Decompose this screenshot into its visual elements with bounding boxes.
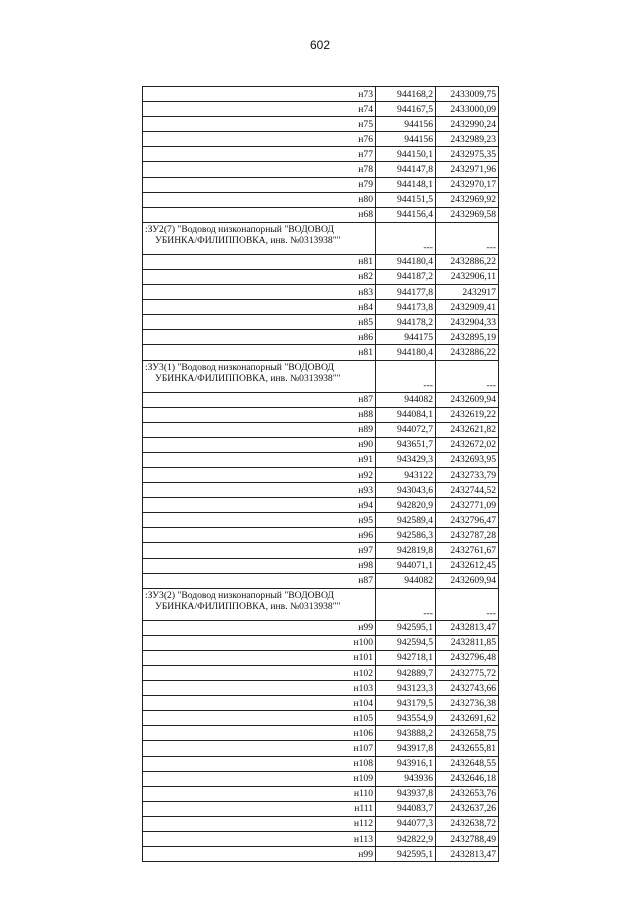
y-coordinate: 2432733,79 xyxy=(436,467,499,482)
point-id: н76 xyxy=(143,132,376,147)
coordinates-table-body xyxy=(143,87,499,862)
point-id: н100 xyxy=(143,635,376,650)
x-coordinate: 943937,8 xyxy=(376,786,436,801)
point-id: н91 xyxy=(143,452,376,467)
point-id: н92 xyxy=(143,467,376,482)
x-coordinate: 944083,7 xyxy=(376,801,436,816)
x-coordinate: 943917,8 xyxy=(376,741,436,756)
point-id: н88 xyxy=(143,407,376,422)
table-row xyxy=(143,543,499,558)
point-id: н75 xyxy=(143,117,376,132)
table-row xyxy=(143,528,499,543)
y-coordinate: 2432813,47 xyxy=(436,620,499,635)
x-coordinate: 944151,5 xyxy=(376,192,436,207)
point-id: н85 xyxy=(143,315,376,330)
table-row xyxy=(143,786,499,801)
x-coordinate: 942819,8 xyxy=(376,543,436,558)
y-placeholder: --- xyxy=(436,360,499,392)
table-row xyxy=(143,650,499,665)
point-id: н97 xyxy=(143,543,376,558)
point-id: н94 xyxy=(143,498,376,513)
section-title xyxy=(143,360,376,392)
point-id: н111 xyxy=(143,801,376,816)
y-coordinate: 2432609,94 xyxy=(436,392,499,407)
y-coordinate: 2432672,02 xyxy=(436,437,499,452)
x-coordinate: 943936 xyxy=(376,771,436,786)
table-row xyxy=(143,498,499,513)
table-row xyxy=(143,254,499,269)
point-id: н112 xyxy=(143,816,376,831)
x-coordinate: 942595,1 xyxy=(376,847,436,862)
table-row xyxy=(143,177,499,192)
table-row xyxy=(143,285,499,300)
x-coordinate: 944180,4 xyxy=(376,345,436,360)
y-coordinate: 2432761,67 xyxy=(436,543,499,558)
table-row xyxy=(143,711,499,726)
y-coordinate: 2432788,49 xyxy=(436,832,499,847)
point-id: н95 xyxy=(143,513,376,528)
y-coordinate: 2432621,82 xyxy=(436,422,499,437)
y-coordinate: 2432796,48 xyxy=(436,650,499,665)
y-coordinate: 2432906,11 xyxy=(436,269,499,284)
x-coordinate: 944147,8 xyxy=(376,162,436,177)
table-row xyxy=(143,801,499,816)
x-coordinate: 943122 xyxy=(376,467,436,482)
x-coordinate: 942594,5 xyxy=(376,635,436,650)
y-coordinate: 2432975,35 xyxy=(436,147,499,162)
x-coordinate: 944082 xyxy=(376,573,436,588)
table-row xyxy=(143,756,499,771)
y-coordinate: 2432904,33 xyxy=(436,315,499,330)
x-coordinate: 942822,9 xyxy=(376,832,436,847)
section-title-text: :ЗУ3(1) "Водовод низконапорный "ВОДОВОД УБИНКА/ФИЛИППОВКА, инв. №0313938"" xyxy=(145,361,341,384)
y-coordinate: 2432648,55 xyxy=(436,756,499,771)
y-coordinate: 2432787,28 xyxy=(436,528,499,543)
section-title-text: :ЗУ3(2) "Водовод низконапорный "ВОДОВОД УБИНКА/ФИЛИППОВКА, инв. №0313938"" xyxy=(145,589,341,613)
table-row xyxy=(143,162,499,177)
x-coordinate: 942889,7 xyxy=(376,666,436,681)
point-id: н113 xyxy=(143,832,376,847)
x-coordinate: 944071,1 xyxy=(376,558,436,573)
y-placeholder: --- xyxy=(436,222,499,254)
y-coordinate: 2432970,17 xyxy=(436,177,499,192)
table-row xyxy=(143,392,499,407)
y-coordinate: 2432886,22 xyxy=(436,254,499,269)
table-row xyxy=(143,771,499,786)
point-id: н108 xyxy=(143,756,376,771)
x-coordinate: 944156,4 xyxy=(376,207,436,222)
x-coordinate: 943554,9 xyxy=(376,711,436,726)
x-placeholder: --- xyxy=(376,588,436,620)
section-header-row xyxy=(143,360,499,392)
y-coordinate: 2432796,47 xyxy=(436,513,499,528)
table-row xyxy=(143,132,499,147)
x-coordinate: 942589,4 xyxy=(376,513,436,528)
y-coordinate: 2432609,94 xyxy=(436,573,499,588)
y-coordinate: 2433009,75 xyxy=(436,87,499,102)
table-row xyxy=(143,87,499,102)
y-coordinate: 2432811,85 xyxy=(436,635,499,650)
table-row xyxy=(143,422,499,437)
x-coordinate: 943123,3 xyxy=(376,681,436,696)
table-row xyxy=(143,741,499,756)
point-id: н87 xyxy=(143,573,376,588)
point-id: н80 xyxy=(143,192,376,207)
point-id: н93 xyxy=(143,483,376,498)
table-row xyxy=(143,696,499,711)
page-number: 602 xyxy=(309,38,331,52)
x-coordinate: 944084,1 xyxy=(376,407,436,422)
section-header-row xyxy=(143,588,499,620)
x-coordinate: 944168,2 xyxy=(376,87,436,102)
x-placeholder: --- xyxy=(376,222,436,254)
point-id: н99 xyxy=(143,847,376,862)
point-id: н109 xyxy=(143,771,376,786)
x-coordinate: 944150,1 xyxy=(376,147,436,162)
table-row xyxy=(143,483,499,498)
y-coordinate: 2432638,72 xyxy=(436,816,499,831)
table-row xyxy=(143,407,499,422)
table-row xyxy=(143,666,499,681)
y-coordinate: 2432909,41 xyxy=(436,300,499,315)
section-title xyxy=(143,588,376,620)
y-coordinate: 2433000,09 xyxy=(436,102,499,117)
table-row xyxy=(143,207,499,222)
point-id: н87 xyxy=(143,392,376,407)
x-coordinate: 943429,3 xyxy=(376,452,436,467)
x-coordinate: 944177,8 xyxy=(376,285,436,300)
x-placeholder: --- xyxy=(376,360,436,392)
x-coordinate: 942820,9 xyxy=(376,498,436,513)
y-coordinate: 2432655,81 xyxy=(436,741,499,756)
table-row xyxy=(143,269,499,284)
y-coordinate: 2432989,23 xyxy=(436,132,499,147)
x-coordinate: 944187,2 xyxy=(376,269,436,284)
table-row xyxy=(143,816,499,831)
table-row xyxy=(143,117,499,132)
y-coordinate: 2432646,18 xyxy=(436,771,499,786)
y-coordinate: 2432775,72 xyxy=(436,666,499,681)
point-id: н78 xyxy=(143,162,376,177)
point-id: н81 xyxy=(143,254,376,269)
point-id: н68 xyxy=(143,207,376,222)
y-coordinate: 2432886,22 xyxy=(436,345,499,360)
point-id: н103 xyxy=(143,681,376,696)
point-id: н107 xyxy=(143,741,376,756)
x-coordinate: 944156 xyxy=(376,117,436,132)
table-row xyxy=(143,315,499,330)
point-id: н79 xyxy=(143,177,376,192)
point-id: н99 xyxy=(143,620,376,635)
x-coordinate: 943888,2 xyxy=(376,726,436,741)
table-row xyxy=(143,345,499,360)
table-row xyxy=(143,330,499,345)
table-row xyxy=(143,726,499,741)
point-id: н104 xyxy=(143,696,376,711)
table-row xyxy=(143,832,499,847)
y-coordinate: 2432693,95 xyxy=(436,452,499,467)
point-id: н101 xyxy=(143,650,376,665)
x-coordinate: 943651,7 xyxy=(376,437,436,452)
point-id: н73 xyxy=(143,87,376,102)
x-coordinate: 944173,8 xyxy=(376,300,436,315)
y-coordinate: 2432743,66 xyxy=(436,681,499,696)
table-row xyxy=(143,437,499,452)
y-coordinate: 2432637,26 xyxy=(436,801,499,816)
table-row xyxy=(143,513,499,528)
x-coordinate: 944156 xyxy=(376,132,436,147)
y-coordinate: 2432658,75 xyxy=(436,726,499,741)
table-row xyxy=(143,573,499,588)
y-coordinate: 2432736,38 xyxy=(436,696,499,711)
point-id: н86 xyxy=(143,330,376,345)
y-coordinate: 2432969,92 xyxy=(436,192,499,207)
coordinates-table xyxy=(142,86,499,862)
y-coordinate: 2432744,52 xyxy=(436,483,499,498)
y-coordinate: 2432895,19 xyxy=(436,330,499,345)
point-id: н110 xyxy=(143,786,376,801)
point-id: н82 xyxy=(143,269,376,284)
point-id: н96 xyxy=(143,528,376,543)
table-row xyxy=(143,847,499,862)
point-id: н106 xyxy=(143,726,376,741)
point-id: н98 xyxy=(143,558,376,573)
point-id: н105 xyxy=(143,711,376,726)
y-coordinate: 2432771,09 xyxy=(436,498,499,513)
y-coordinate: 2432971,96 xyxy=(436,162,499,177)
x-coordinate: 942586,3 xyxy=(376,528,436,543)
table-row xyxy=(143,300,499,315)
point-id: н83 xyxy=(143,285,376,300)
x-coordinate: 944077,3 xyxy=(376,816,436,831)
x-coordinate: 944180,4 xyxy=(376,254,436,269)
point-id: н74 xyxy=(143,102,376,117)
y-coordinate: 2432619,22 xyxy=(436,407,499,422)
section-title xyxy=(143,222,376,254)
section-header-row xyxy=(143,222,499,254)
x-coordinate: 944175 xyxy=(376,330,436,345)
table-row xyxy=(143,102,499,117)
x-coordinate: 943043,6 xyxy=(376,483,436,498)
table-row xyxy=(143,620,499,635)
point-id: н84 xyxy=(143,300,376,315)
y-coordinate: 2432612,45 xyxy=(436,558,499,573)
x-coordinate: 944167,5 xyxy=(376,102,436,117)
table-row xyxy=(143,147,499,162)
section-title-text: :ЗУ2(7) "Водовод низконапорный "ВОДОВОД УБИНКА/ФИЛИППОВКА, инв. №0313938"" xyxy=(145,223,341,247)
point-id: н77 xyxy=(143,147,376,162)
y-coordinate: 2432990,24 xyxy=(436,117,499,132)
x-coordinate: 943179,5 xyxy=(376,696,436,711)
y-coordinate: 2432969,58 xyxy=(436,207,499,222)
table-row xyxy=(143,467,499,482)
point-id: н90 xyxy=(143,437,376,452)
x-coordinate: 944148,1 xyxy=(376,177,436,192)
table-row xyxy=(143,558,499,573)
x-coordinate: 944082 xyxy=(376,392,436,407)
x-coordinate: 944178,2 xyxy=(376,315,436,330)
y-coordinate: 2432813,47 xyxy=(436,847,499,862)
table-row xyxy=(143,635,499,650)
table-row xyxy=(143,452,499,467)
point-id: н81 xyxy=(143,345,376,360)
point-id: н89 xyxy=(143,422,376,437)
x-coordinate: 942718,1 xyxy=(376,650,436,665)
table-row xyxy=(143,192,499,207)
y-placeholder: --- xyxy=(436,588,499,620)
y-coordinate: 2432917 xyxy=(436,285,499,300)
y-coordinate: 2432653,76 xyxy=(436,786,499,801)
x-coordinate: 944072,7 xyxy=(376,422,436,437)
point-id: н102 xyxy=(143,666,376,681)
x-coordinate: 943916,1 xyxy=(376,756,436,771)
x-coordinate: 942595,1 xyxy=(376,620,436,635)
table-row xyxy=(143,681,499,696)
y-coordinate: 2432691,62 xyxy=(436,711,499,726)
